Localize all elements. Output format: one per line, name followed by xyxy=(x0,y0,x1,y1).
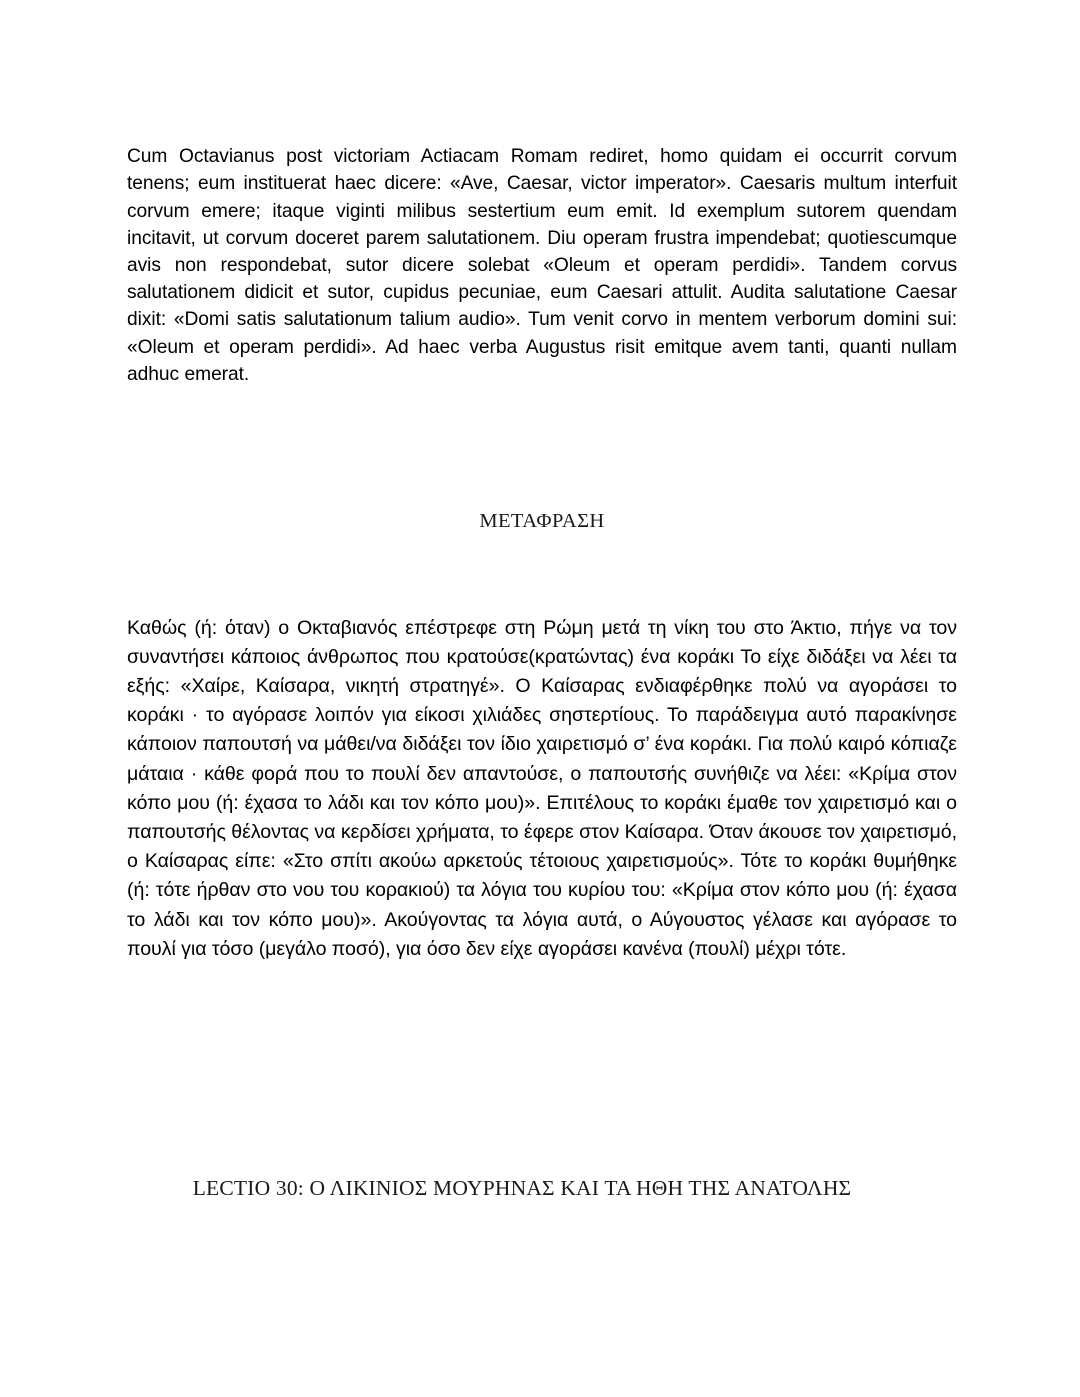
translation-section-heading xyxy=(0,508,1080,534)
greek-translation-paragraph: Καθώς (ή: όταν) ο Οκταβιανός επέστρεφε στη Ρώμη μετά τη νίκη του στο Άκτιο, πήγε να τον συναντήσει κάποιος άνθρωπος που κρατούσε(κρατώντας) ένα κοράκι Το είχε διδάξει να λέει τα εξής: «Χαίρε, Καίσαρα, νικητή στρατηγέ». Ο Καίσαρας ενδιαφέρθηκε πολύ να αγοράσει το κοράκι · το αγόρασε λοιπόν για είκοσι χιλιάδες σηστερτίους. Το παράδειγμα αυτό παρακίνησε κάποιον παπουτσή να μάθει/να διδάξει τον ίδιο χαιρετισμό σ’ ένα κοράκι. Για πολύ καιρό κόπιαζε μάταια · κάθε φορά που το πουλί δεν απαντούσε, ο παπουτσής συνήθιζε να λέει: «Κρίμα στον κόπο μου (ή: έχασα το λάδι και τον κόπο μου)». Επιτέλους το κοράκι έμαθε τον χαιρετισμό και ο παπουτσής θέλοντας να κερδίσει χρήματα, το έφερε στον Καίσαρα. Όταν άκουσε τον χαιρετισμό, ο Καίσαρας είπε: «Στο σπίτι ακούω αρκετούς τέτοιους χαιρετισμούς». Τότε το κοράκι θυμήθηκε (ή: τότε ήρθαν στο νου του κορακιού) τα λόγια του κυρίου του: «Κρίμα στον κόπο μου (ή: έχασα το λάδι και τον κόπο μου)». Ακούγοντας τα λόγια αυτά, ο Αύγουστος γέλασε και αγόρασε το πουλί για τόσο (μεγάλο ποσό), για όσο δεν είχε αγοράσει κανένα (πουλί) μέχρι τότε. xyxy=(127,616,957,960)
lectio-chapter-heading xyxy=(0,1174,1080,1202)
translation-section-heading-label: ΜΕΤΑΦΡΑΣΗ xyxy=(479,510,605,532)
latin-source-paragraph: Cum Octavianus post victoriam Actiacam Romam rediret, homo quidam ei occurrit corvum tenens; eum instituerat haec dicere: «Ave, Caesar, victor imperator». Caesaris multum interfuit corvum emere; itaque viginti milibus sestertium eum emit. Id exemplum sutorem quendam incitavit, ut corvum doceret parem salutationem. Diu operam frustra impendebat; quotiescumque avis non respondebat, sutor dicere solebat «Oleum et operam perdidi». Tandem corvus salutationem didicit et sutor, cupidus pecuniae, eum Caesari attulit. Audita salutatione Caesar dixit: «Domi satis salutationum talium audio». Tum venit corvo in mentem verborum domini sui: «Oleum et operam perdidi». Ad haec verba Augustus risit emitque avem tanti, quanti nullam adhuc emerat. xyxy=(127,146,957,385)
lectio-chapter-heading-label: LECTIO 30: Ο ΛΙΚΙΝΙΟΣ ΜΟΥΡΗΝΑΣ ΚΑΙ ΤΑ ΗΘΗ ΤΗΣ ΑΝΑΤΟΛΗΣ xyxy=(192,1176,852,1200)
